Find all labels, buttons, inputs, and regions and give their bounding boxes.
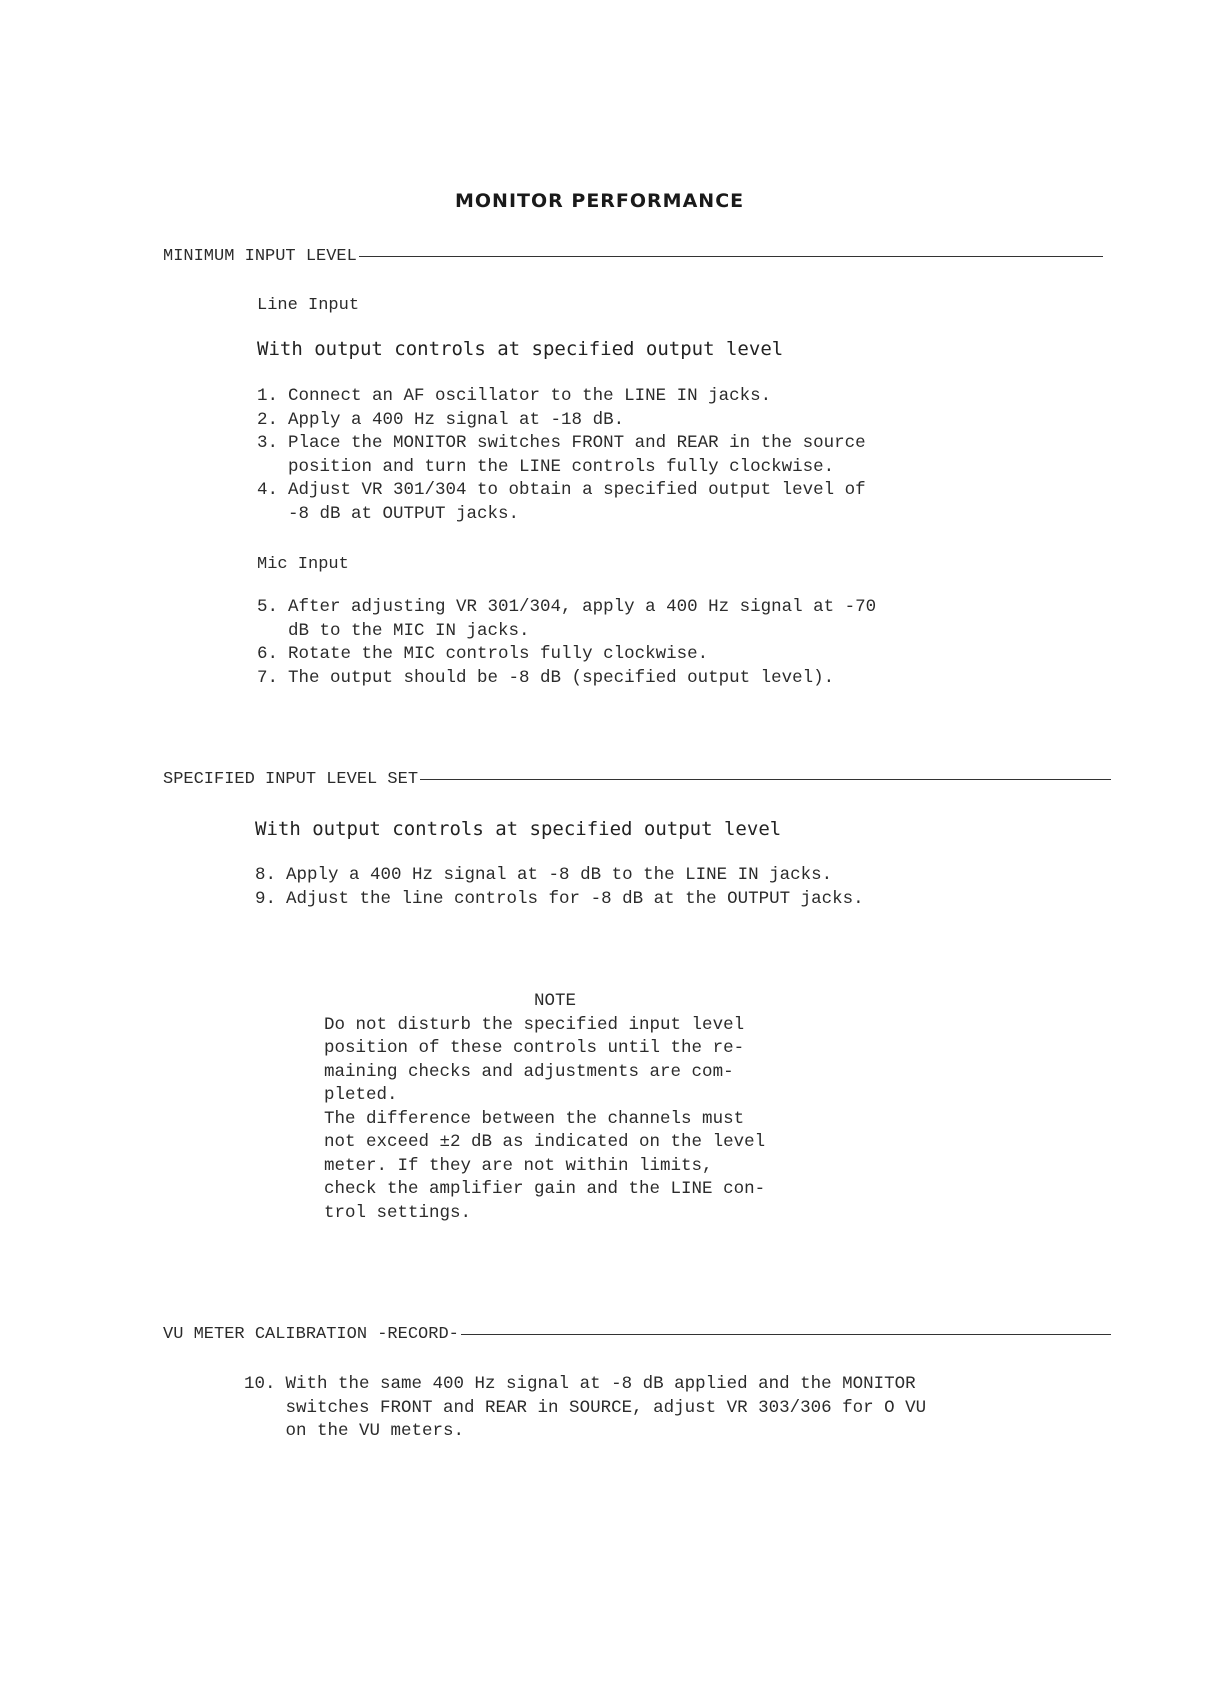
mic-input-label: Mic Input	[257, 555, 349, 574]
section-rule	[461, 1334, 1111, 1335]
step-number: 8.	[255, 865, 277, 885]
step-number: 3.	[257, 433, 279, 453]
step-item	[257, 596, 876, 643]
step-text: Place the MONITOR switches FRONT and REAR in the source position and turn the LINE controls fully clockwise.	[288, 433, 866, 477]
step-item	[257, 385, 866, 409]
steps-list-mic-input	[257, 596, 876, 690]
section-heading-label: VU METER CALIBRATION -RECORD-	[163, 1325, 459, 1344]
step-number: 1.	[257, 386, 279, 406]
step-text: Connect an AF oscillator to the LINE IN jacks.	[288, 386, 772, 406]
note-title: NOTE	[534, 991, 577, 1011]
page-title: MONITOR PERFORMANCE	[455, 190, 745, 212]
step-item	[244, 1373, 926, 1444]
step-number: 10.	[244, 1374, 276, 1394]
section-heading-specified-input-level-set	[163, 770, 1111, 789]
step-number: 4.	[257, 480, 279, 500]
condition-text: With output controls at specified output level	[257, 338, 784, 360]
step-text: The output should be -8 dB (specified output level).	[288, 667, 835, 688]
step-text: Apply a 400 Hz signal at -8 dB to the LINE IN jacks.	[286, 865, 833, 885]
step-text: With the same 400 Hz signal at -8 dB applied and the MONITOR switches FRONT and REAR in SOURCE, adjust VR 303/306 for O VU on the VU meters.	[285, 1374, 927, 1441]
section-heading-label: MINIMUM INPUT LEVEL	[163, 247, 357, 266]
step-number: 9.	[255, 888, 277, 909]
steps-list-specified	[255, 864, 864, 911]
step-item	[257, 409, 866, 433]
step-number: 5.	[257, 597, 279, 617]
step-item	[257, 479, 866, 526]
step-text: After adjusting VR 301/304, apply a 400 Hz signal at -70 dB to the MIC IN jacks.	[288, 597, 877, 641]
section-heading-minimum-input-level	[163, 247, 1103, 266]
section-rule	[420, 779, 1111, 780]
step-text: Apply a 400 Hz signal at -18 dB.	[288, 409, 625, 430]
steps-list-vu	[244, 1373, 926, 1444]
steps-list-line-input	[257, 385, 866, 526]
step-item	[255, 888, 864, 912]
step-item	[257, 643, 876, 667]
step-number: 2.	[257, 409, 279, 430]
step-text: Rotate the MIC controls fully clockwise.	[288, 644, 709, 664]
condition-text: With output controls at specified output level	[255, 818, 782, 840]
section-heading-label: SPECIFIED INPUT LEVEL SET	[163, 770, 419, 789]
step-item	[257, 432, 866, 479]
step-text: Adjust the line controls for -8 dB at the OUTPUT jacks.	[286, 888, 864, 909]
step-item	[255, 864, 864, 888]
step-text: Adjust VR 301/304 to obtain a specified output level of -8 dB at OUTPUT jacks.	[288, 480, 866, 524]
step-number: 7.	[257, 667, 279, 688]
step-item	[257, 667, 876, 691]
line-input-label: Line Input	[257, 296, 360, 315]
note-body: Do not disturb the specified input level position of these controls until the re- maining checks and adjustments are com- pleted. The difference between the channels must not exceed ±2 dB as indicated on the level meter. If they are not within limits, check the amplifier gain and the LINE con- trol settings.	[324, 1014, 766, 1223]
section-rule	[359, 256, 1103, 257]
section-heading-vu-meter-calibration	[163, 1325, 1111, 1344]
step-number: 6.	[257, 644, 279, 664]
